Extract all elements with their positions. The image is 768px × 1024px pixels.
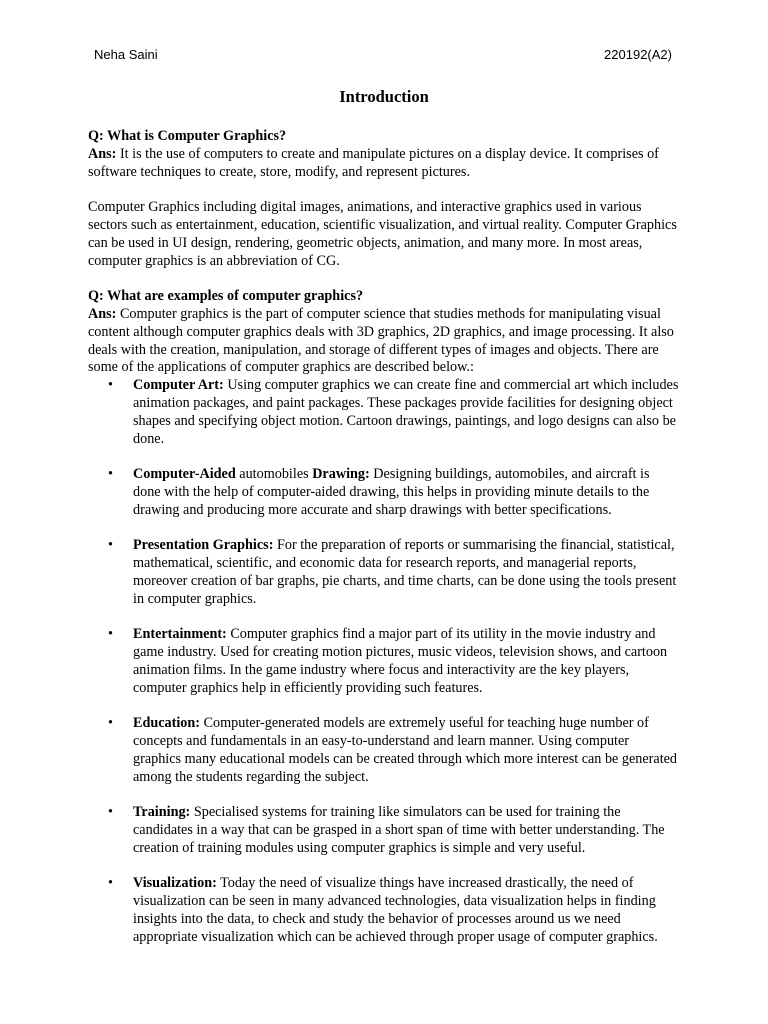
document-body bbox=[88, 128, 680, 964]
answer-2 bbox=[88, 306, 680, 377]
student-code: 220192(A2) bbox=[604, 47, 672, 62]
answer-label: Ans: bbox=[88, 145, 117, 162]
list-item-computer-art: • Computer Art: Using computer graphics we can create fine and commercial art which includes animation packages, and paint packages. These packages provide facilities for designing object shapes and specifying object motion. Cartoon drawings, paintings, and logo designs can also be done. bbox=[133, 377, 680, 448]
question-2: Q: What are examples of computer graphics? bbox=[88, 288, 364, 305]
list-item-presentation-graphics: • Presentation Graphics: For the preparation of reports or summarising the financial, statistical, mathematical, scientific, and economic data for research reports, and managerial reports, moreover creation of bar graphs, pie charts, and time charts, can be done using the tools present in computer graphics. bbox=[133, 537, 680, 608]
answer-1 bbox=[88, 146, 680, 182]
answer-text: It is the use of computers to create and manipulate pictures on a display device. It comprises of software techniques to create, store, modify, and represent pictures. bbox=[88, 145, 659, 180]
question-1: Q: What is Computer Graphics? bbox=[88, 128, 287, 144]
list-item-visualization: • Visualization: Today the need of visualize things have increased drastically, the need of visualization can be seen in many advanced technologies, data visualization helps in finding insights into the data, to check and study the behavior of processes around us we need appropriate visualization which can be achieved through proper usage of computer graphics. bbox=[133, 875, 680, 946]
cg-paragraph: Computer Graphics including digital images, animations, and interactive graphics used in various sectors such as entertainment, education, scientific visualization, and virtual reality. Computer Graphics can be used in UI design, rendering, geometric objects, animation, and many more. In most areas, computer graphics is an abbreviation of CG. bbox=[88, 199, 677, 269]
answer-label: Ans: bbox=[88, 305, 117, 322]
list-item-entertainment: • Entertainment: Computer graphics find a major part of its utility in the movie industry and game industry. Used for creating motion pictures, music videos, television shows, and cartoon animation films. In the game industry where focus and interactivity are the key players, computer graphics help in efficiently providing such features. bbox=[133, 626, 680, 697]
applications-list bbox=[88, 377, 680, 947]
list-item-education: • Education: Computer-generated models are extremely useful for teaching huge number of concepts and fundamentals in an easy-to-understand and learn manner. Using computer graphics many educational models can be created through which more interest can be generated among the students regarding the subject. bbox=[133, 715, 680, 786]
answer-text: Computer graphics is the part of computer science that studies methods for manipulating visual content although computer graphics deals with 3D graphics, 2D graphics, and image processing. It also deals with the creation, manipulation, and storage of different types of images and objects. There are some of the applications of computer graphics are described below.: bbox=[88, 305, 674, 376]
page-title: Introduction bbox=[339, 87, 429, 106]
list-item-training: • Training: Specialised systems for training like simulators can be used for training the candidates in a way that can be grasped in a short span of time with better understanding. The creation of training modules using computer graphics is simple and very useful. bbox=[133, 804, 680, 857]
list-item-computer-aided-drawing: • Computer-Aided automobiles Drawing: Designing buildings, automobiles, and aircraft is done with the help of computer-aided drawing, this helps in providing minute details to the drawing and producing more accurate and sharp drawings with better specifications. bbox=[133, 466, 680, 519]
author-name: Neha Saini bbox=[94, 47, 158, 62]
